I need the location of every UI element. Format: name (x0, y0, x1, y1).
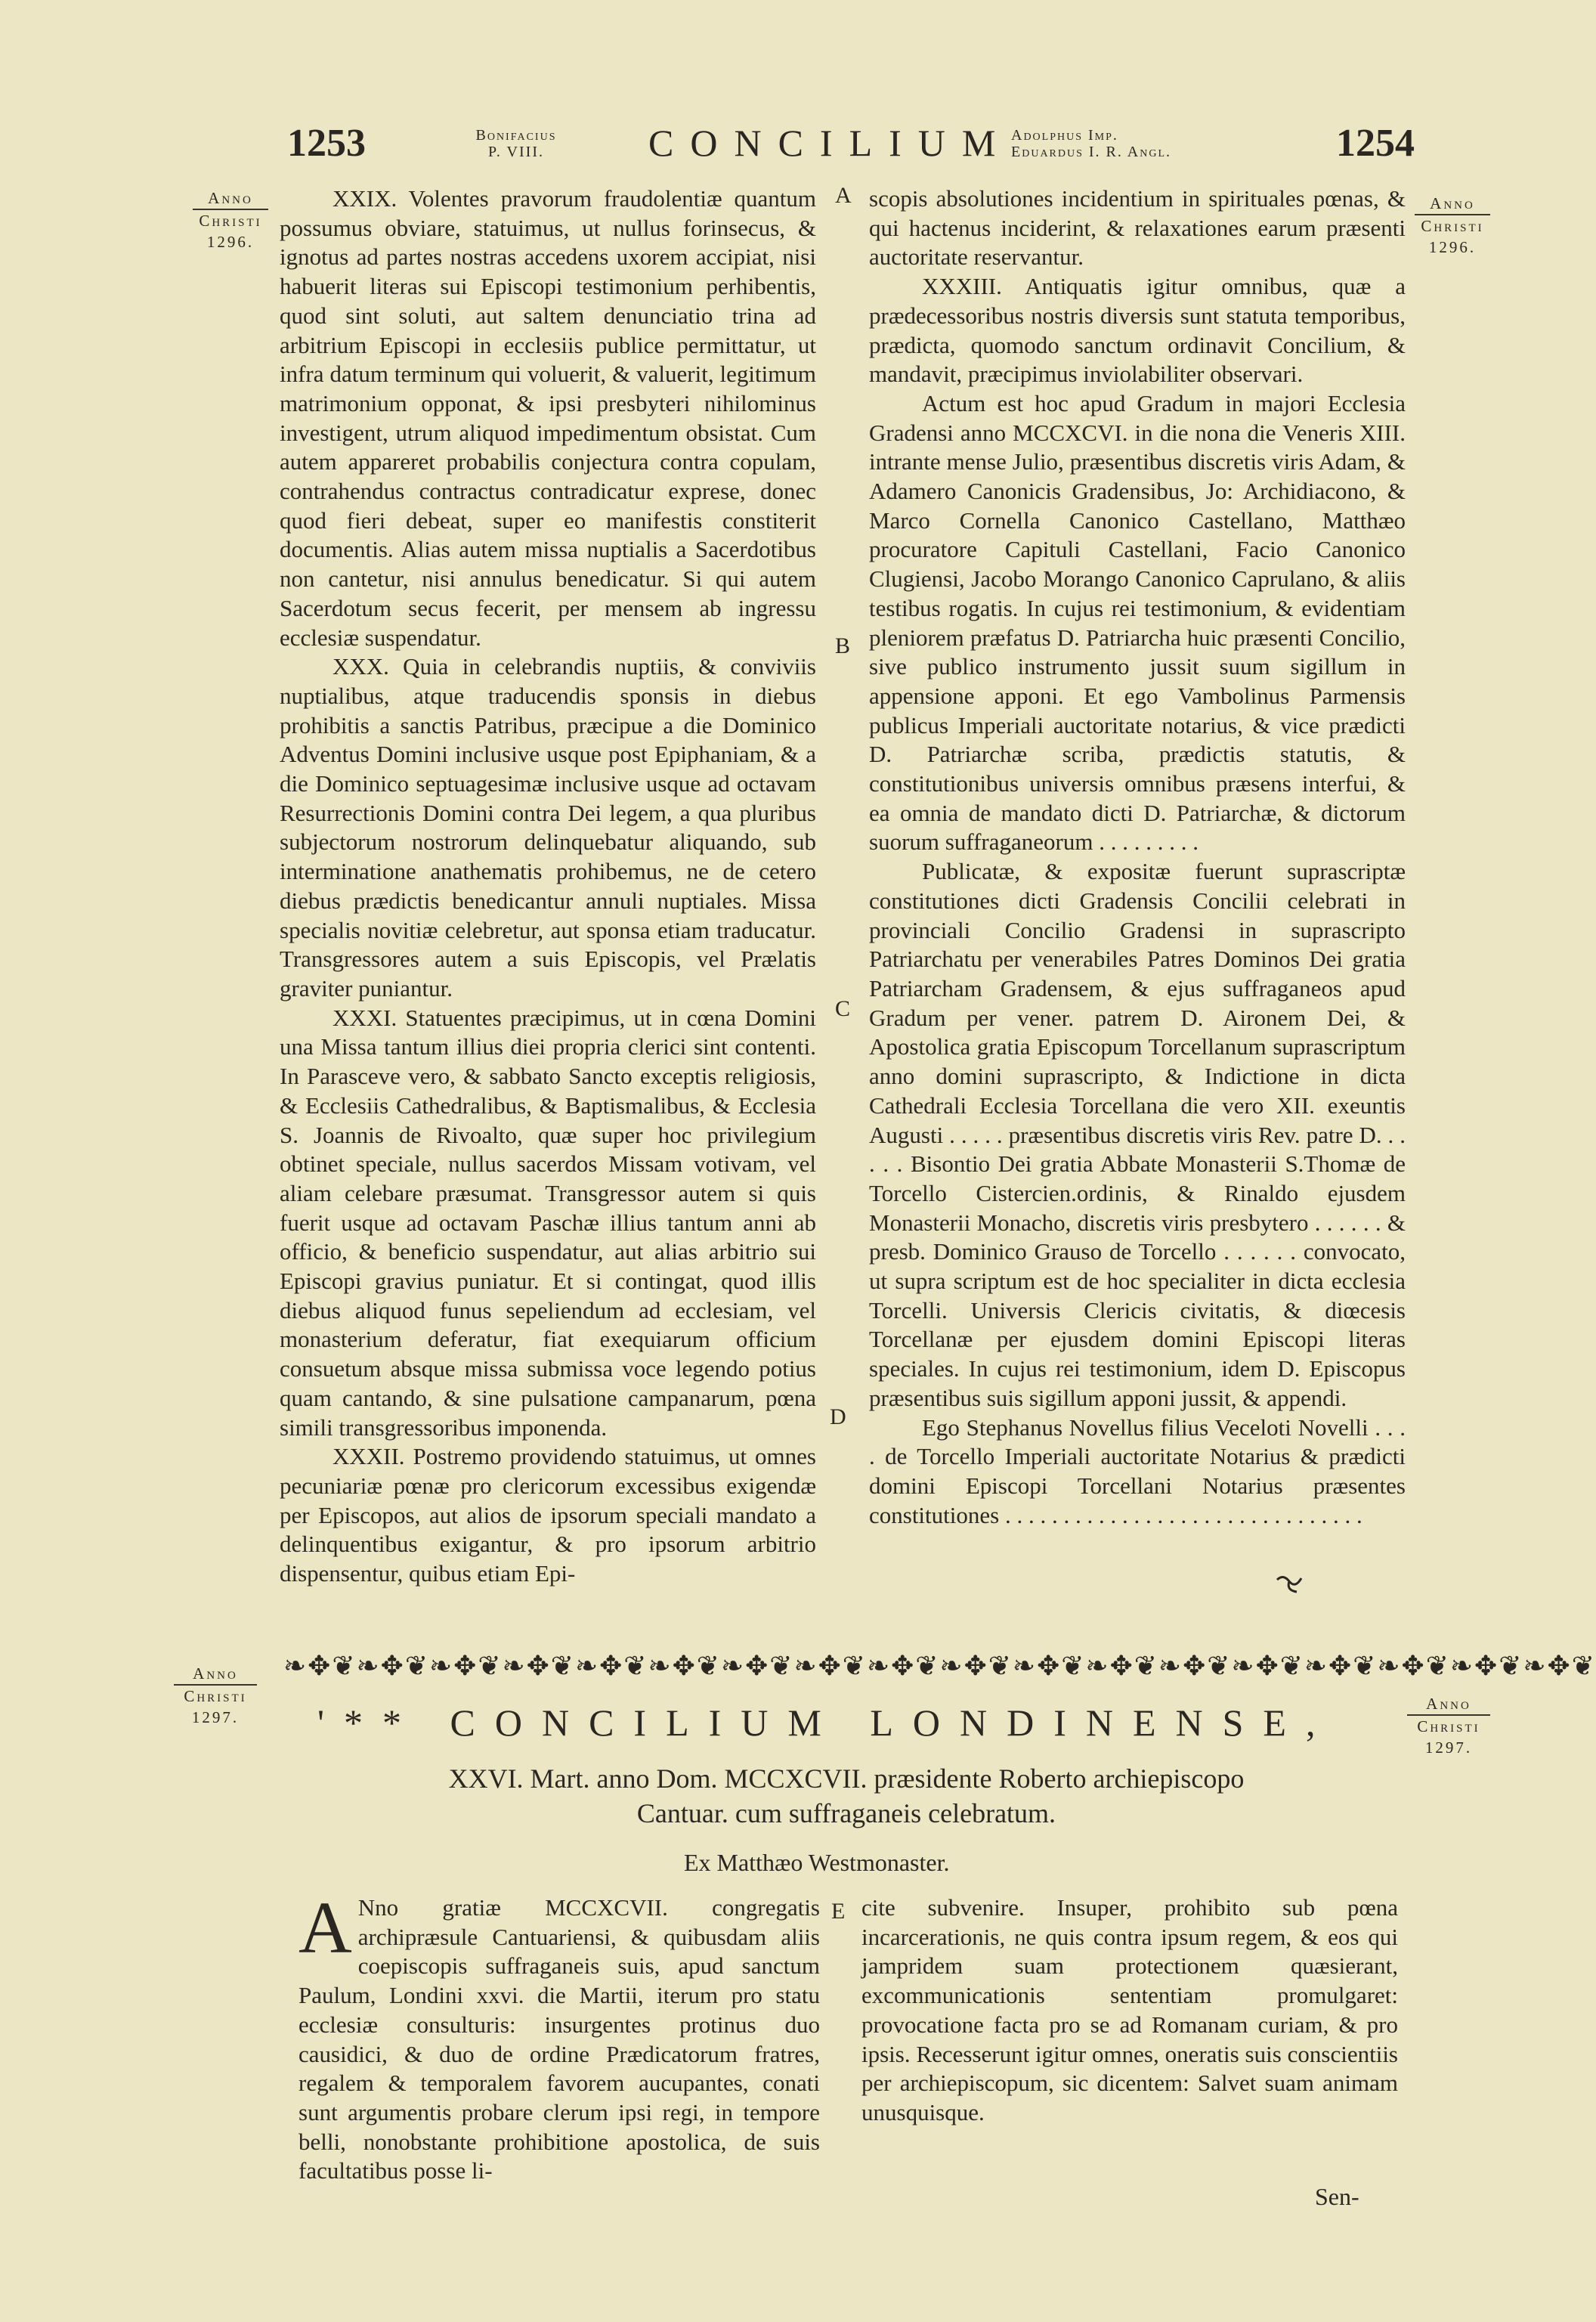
bottom-right-column (861, 1893, 1398, 2128)
source-line: Ex Matthæo Westmonaster. (684, 1849, 950, 1876)
left-running-label-line1: Bonifacius (475, 127, 557, 144)
margin-note-line: Anno (1407, 1693, 1490, 1716)
bottom-left-column (298, 1887, 820, 2186)
section-letter-c: C (835, 996, 851, 1021)
london-paragraph (298, 1887, 820, 2186)
margin-note-line: Christi (1417, 1717, 1480, 1735)
left-text-column (280, 184, 816, 1589)
margin-note-line: 1296. (206, 233, 255, 251)
margin-note-top-left (193, 187, 268, 252)
section-letter-d: D (830, 1404, 846, 1429)
margin-note-bottom-right (1407, 1693, 1490, 1758)
section-letter-a: A (835, 183, 852, 208)
flourish-icon (1276, 1574, 1304, 1595)
publicatae-paragraph: Publicatæ, & expositæ fuerunt suprascriptæ constitutiones dicti Gradensis Concilii celebrati in provinciali Concilio Gradensi in suprascripto Patriarchatu per venerabiles Patres Dominos Dei gratia Patriarcham Gradensem, & ejus suffraganeos apud Gradum per vener. patrem D. Aironem Dei, & Apostolica gratia Episcopum Torcellanum suprascriptum anno domini suprascripto, & Indictione in dicta Cathedrali Ecclesia Torcellana die vero XII. exeuntis Augusti . . . . . præsentibus discretis viris Rev. patre D. . . . . . Bisontio Dei gratia Abbate Monasterii S.Thomæ de Torcello Cistercien.ordinis, & Rinaldo ejusdem Monasterii Monacho, discretis viris presbytero . . . . . . & presb. Dominico Grauso de Torcello . . . . . . convocato, ut supra scriptum est de hoc specialiter in dicta ecclesia Torcelli. Universis Clericis civitatis, & diœcesis Torcellanæ per ejusdem domini Episcopi literas speciales. In cujus rei testimonium, idem D. Episcopus præsentibus suis sigillum apponi jussit, & appendi. (869, 858, 1406, 1411)
right-running-label (1011, 127, 1268, 160)
section-letter-e: E (831, 1899, 846, 1924)
margin-note-line: 1297. (1424, 1738, 1473, 1757)
canon-xxxi: XXXI. Statuentes præcipimus, ut in cœna Domini una Missa tantum illius diei propria clerici sint contenti. In Parasceve vero, & sabbato Sancto exceptis religiosis, & Ecclesiis Cathedralibus, & Baptismalibus, & Ecclesia S. Joannis de Rivoalto, quæ super hoc privilegium obtinet speciale, nullus sacerdos Missam votivam, vel aliam celebare præsumat. Transgressor autem si quis fuerit usque ad octavam Paschæ illius tantum anni ab officio, & beneficio suspendatur, aut alias arbitrio sui Episcopi gravius puniatur. Et si contingat, quod illis diebus aliquod funus sepeliendum ad ecclesiam, vel monasterium deferatur, fiat exequiarum officium consuetum absque missa submissa voce legendo potius quam cantando, & sine pulsatione campanarum, pœna simili transgressoribus imponenda. (280, 1004, 816, 1441)
left-running-label-line2: P. VIII. (488, 144, 544, 160)
left-page-number: 1253 (287, 122, 366, 165)
margin-note-line: Anno (174, 1663, 257, 1686)
section-title: '** CONCILIUM LONDINENSE, (317, 1701, 1335, 1744)
margin-note-top-right (1415, 193, 1490, 258)
margin-note-line: Christi (184, 1687, 247, 1705)
left-running-label (452, 127, 580, 160)
drop-cap: A (298, 1887, 352, 1969)
catchword: Sen- (1315, 2183, 1359, 2210)
margin-note-line: Christi (199, 212, 262, 230)
canon-xxxii: XXXII. Postremo providendo statuimus, ut omnes pecuniariæ pœnæ pro clericorum excessibus exigendæ per Episcopos, aut alios de ipsorum speciali mandato a delinquentibus exigantur, & pro ipsorum arbitrio dispensentur, quibus etiam Epi- (280, 1443, 816, 1587)
margin-note-line: Anno (193, 187, 268, 210)
actum-paragraph: Actum est hoc apud Gradum in majori Ecclesia Gradensi anno MCCXCVI. in die nona die Veneris XIII. intrante mense Julio, præsentibus discretis viris Adam, & Adamero Canonicis Gradensibus, Jo: Archidiacono, & Marco Cornella Canonico Castellano, Matthæo procuratore Capituli Castellani, Facio Canonico Clugiensi, Jacobo Morango Canonico Caprulano, & aliis testibus rogatis. In cujus rei testimonium, & evidentiam pleniorem præfatus D. Patriarcha huic præsenti Concilio, sive publico instrumento jussit suum sigillum in appensione apponi. Et ego Vambolinus Parmensis publicus Imperiali auctoritate notarius, & vice prædicti D. Patriarchæ scriba, prædictis statutis, & constitutionibus universis omnibus præsens interfui, & ea omnia de mandato dicti D. Patriarchæ, & dictorum suorum suffraganeorum . . . . . . . . . (869, 389, 1406, 856)
canon-xxxii-continued: scopis absolutiones incidentium in spirituales pœnas, & qui hactenus inciderint, & relaxationes earum præsenti auctoritate reservantur. (869, 185, 1406, 271)
notary-paragraph: Ego Stephanus Novellus filius Veceloti Novelli . . . . de Torcello Imperiali auctoritate Notarius & prædicti domini Episcopi Torcellani Notarius præsentes constitutiones . . . . . . . . . . . . . . . . . . . . . . . . . . . . . . . (869, 1413, 1406, 1528)
section-subtitle-line2: Cantuar. cum suffraganeis celebratum. (636, 1798, 1056, 1828)
canon-xxx: XXX. Quia in celebrandis nuptiis, & conviviis nuptialibus, atque traducendis sponsis in diebus prohibitis a sanctis Patribus, præcipue a die Dominico Adventus Domini inclusive usque post Epiphaniam, & a die Dominico septuagesimæ inclusive usque ad octavam Resurrectionis Domini contra Dei legem, a qua pluribus subjectorum nostrorum delinquebatur aliquando, sub interminatione anathematis prohibemus, ne de cetero diebus prædictis benedicantur annuli nuptiales. Missa specialis novitiæ celebretur, aut sponsa etiam traducatur. Transgressores autem a suis Episcopis, vel Prælatis graviter puniantur. (280, 653, 816, 1002)
margin-note-line: 1296. (1428, 238, 1477, 256)
margin-note-bottom-left (174, 1663, 257, 1728)
margin-note-line: 1297. (191, 1708, 240, 1726)
london-paragraph-continued: cite subvenire. Insuper, prohibito sub pœna incarcerationis, ne quis contra ipsum regem, & eos qui jampridem suam protectionem quæsierant, excommunicationis sententiam promulgaret: provocatione facta pro se ad Romanam curiam, & pro ipsis. Recesserunt igitur omnes, oneratis suis conscientiis per archiepiscopum, sic dicentem: Salvet suam animam unusquisque. (861, 1894, 1398, 2125)
canon-xxxiii: XXXIII. Antiquatis igitur omnibus, quæ a prædecessoribus nostris diversis sunt statuta temporibus, prædicta, quomodo sanctum ordinavit Concilium, & mandavit, præcipimus inviolabiliter observari. (869, 273, 1406, 388)
section-subtitle (287, 1761, 1406, 1831)
margin-note-line: Christi (1421, 217, 1484, 235)
section-subtitle-line1: XXVI. Mart. anno Dom. MCCXCVII. præsidente Roberto archiepiscopo (448, 1763, 1245, 1794)
right-page-number: 1254 (1336, 122, 1415, 165)
margin-note-line: Anno (1415, 193, 1490, 215)
right-text-column (869, 184, 1406, 1530)
page-title: CONCILIUM (648, 122, 1013, 164)
canon-xxix: XXIX. Volentes pravorum fraudolentiæ quantum possumus obviare, statuimus, ut nullus forinsecus, & ignotus ad partes nostras accedens uxorem accipiat, nisi habuerit literas sui Episcopi testimonium perhibentis, quod sint soluti, aut saltem denunciatio trina ad arbitrium Episcopi in ecclesiis publice permittatur, ut infra datum terminum qui voluerit, & valuerit, legitimum matrimonium opponat, & ipsi presbyteri nihilominus investigent, utrum aliquod impedimentum obsistat. Cum autem appareret probabilis conjectura contra copulam, contrahendus contractus contradicatur exprese, donec quod fieri debeat, super eo manifestis constiterit documentis. Alias autem missa nuptialis a Sacerdotibus non cantetur, nisi annulus benedicatur. Si qui autem Sacerdotum secus fecerit, per mensem ab ingressu ecclesiæ suspendatur. (280, 185, 816, 651)
right-running-label-line1: Adolphus Imp. (1011, 127, 1118, 144)
ornament-band: ❧✥❦❧✥❦❧✥❦❧✥❦❧✥❦❧✥❦❧✥❦❧✥❦❧✥❦❧✥❦❧✥❦❧✥❦❧✥❦❧✥❦❧✥❦❧✥❦❧✥❦❧✥❦ (283, 1651, 1596, 1681)
section-letter-b: B (835, 633, 851, 658)
london-paragraph-text: Nno gratiæ MCCXCVII. congregatis archipræsule Cantuariensi, & quibusdam aliis coepiscopis suffraganeis suis, apud sanctum Paulum, Londini xxvi. die Martii, iterum pro statu ecclesiæ consulturis: insurgentes protinus duo causidici, & duo de ordine Prædicatorum fratres, regalem & temporalem favorem aucupantes, conati sunt argumentis probare clerum ipsi regi, in tempore belli, nonobstante prohibitione apostolica, de suis facultatibus posse li- (298, 1894, 820, 2184)
right-running-label-line2: Eduardus I. R. Angl. (1011, 144, 1172, 160)
